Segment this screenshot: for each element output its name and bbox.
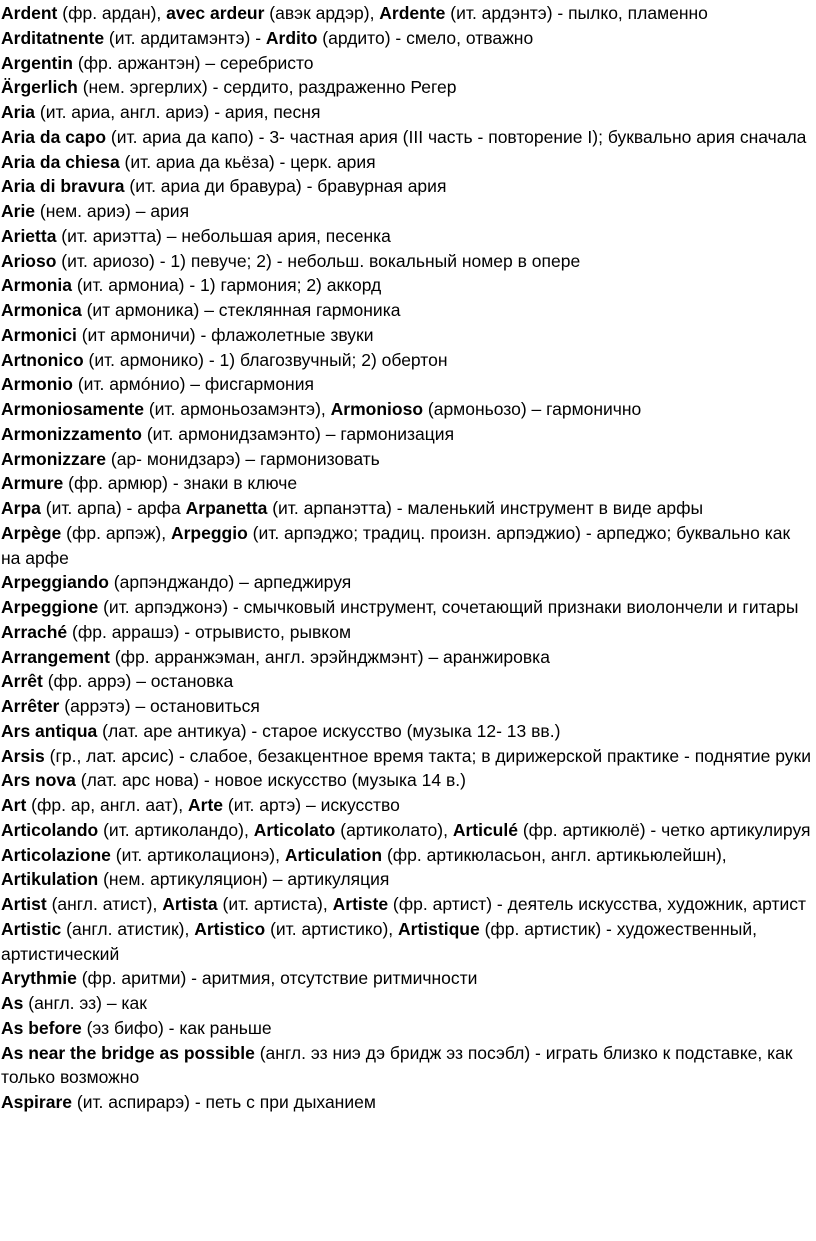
entry-term: Arrangement bbox=[1, 646, 110, 667]
glossary-entry bbox=[1, 966, 812, 991]
entry-term: Arraché bbox=[1, 621, 68, 642]
glossary-entry bbox=[1, 447, 812, 472]
entry-term: Armonioso bbox=[330, 399, 424, 419]
entry-definition: (ит. ариа ди бравура) - бравурная ария bbox=[124, 176, 447, 197]
entry-term: Articolato bbox=[253, 819, 336, 840]
glossary-entry bbox=[1, 595, 812, 620]
entry-term: Artist bbox=[1, 894, 47, 914]
entry-term: As near the bridge as possible bbox=[1, 1042, 255, 1063]
glossary-entry bbox=[1, 249, 812, 274]
entry-definition: (ит. ариа, англ. ариэ) - ария, песня bbox=[35, 102, 321, 122]
entry-term: Arietta bbox=[1, 225, 57, 246]
entry-term: Articolazione bbox=[1, 844, 111, 865]
entry-term: Artistique bbox=[398, 918, 480, 939]
entry-term: Arsis bbox=[1, 745, 45, 766]
entry-definition: (ит. артистико), bbox=[265, 918, 399, 939]
entry-term: Arrêter bbox=[1, 696, 60, 716]
entry-definition: (ит. ариозо) - 1) певуче; 2) - небольш. вокальный номер в опере bbox=[56, 250, 581, 271]
entry-definition: (ит. аспирарэ) - петь с при дыханием bbox=[72, 1092, 376, 1112]
entry-definition: (фр. армюр) - знаки в ключе bbox=[63, 473, 298, 494]
glossary-entry bbox=[1, 397, 812, 422]
entry-term: Ars antiqua bbox=[1, 720, 98, 741]
entry-definition: (ар- монидзарэ) – гармонизовать bbox=[106, 448, 380, 469]
entry-definition: (ит. арпанэтта) - маленький инструмент в виде арфы bbox=[267, 498, 704, 518]
glossary-entry bbox=[1, 51, 812, 76]
glossary-entry bbox=[1, 100, 812, 125]
entry-definition: (ит. арпэджо; традиц. произн. арпэджио) - арпеджо; буквально как на арфе bbox=[1, 522, 791, 568]
glossary-entry bbox=[1, 372, 812, 397]
entry-definition: (англ. атистик), bbox=[61, 918, 195, 939]
glossary-entry-list bbox=[1, 1, 812, 1115]
entry-term: Ärgerlich bbox=[1, 77, 78, 98]
entry-term: Arpeggiando bbox=[1, 572, 109, 593]
entry-definition: (нем. эргерлих) - сердито, раздраженно Регер bbox=[77, 77, 457, 98]
glossary-entry bbox=[1, 75, 812, 100]
glossary-entry bbox=[1, 645, 812, 670]
glossary-entry bbox=[1, 1016, 812, 1041]
entry-term: Arpeggione bbox=[1, 597, 99, 617]
entry-definition: (ит. ариа да капо) - 3- частная ария (III часть - повторение I); буквально ария сначала bbox=[106, 126, 807, 147]
entry-term: Armure bbox=[1, 473, 64, 494]
glossary-entry bbox=[1, 793, 812, 818]
glossary-entry bbox=[1, 496, 812, 521]
glossary-entry bbox=[1, 570, 812, 595]
entry-term: Aria di bravura bbox=[1, 176, 125, 197]
entry-definition: (лат. аре антикуа) - старое искусство (музыка 12- 13 вв.) bbox=[97, 720, 561, 741]
entry-definition: (ит. артиста), bbox=[217, 894, 333, 914]
glossary-entry bbox=[1, 1041, 812, 1091]
entry-definition: (аррэтэ) – остановиться bbox=[59, 696, 260, 716]
glossary-entry bbox=[1, 694, 812, 719]
entry-term: Arpeggio bbox=[170, 522, 248, 543]
entry-term: Artnonico bbox=[1, 349, 84, 370]
entry-term: Ars nova bbox=[1, 770, 76, 791]
entry-definition: (ит армоника) – стеклянная гармоника bbox=[81, 300, 401, 320]
glossary-entry bbox=[1, 273, 812, 298]
glossary-entry bbox=[1, 991, 812, 1016]
entry-definition: (армоньозо) – гармонично bbox=[423, 399, 642, 419]
glossary-entry bbox=[1, 669, 812, 694]
entry-definition: (фр. аррашэ) - отрывисто, рывком bbox=[67, 621, 351, 642]
entry-definition: (лат. арс нова) - новое искусство (музыка 14 в.) bbox=[75, 770, 466, 791]
entry-term: Aspirare bbox=[1, 1092, 73, 1112]
entry-term: Artista bbox=[162, 894, 218, 914]
entry-term: Arioso bbox=[1, 250, 57, 271]
entry-definition: (фр. аржантэн) – серебристо bbox=[72, 52, 314, 73]
entry-definition: (ит. армонидзамэнто) – гармонизация bbox=[141, 423, 455, 444]
glossary-entry bbox=[1, 174, 812, 199]
entry-term: Aria da chiesa bbox=[1, 151, 120, 172]
entry-term: Armonizzare bbox=[1, 448, 107, 469]
entry-definition: (фр. артистик) - художественный, артистический bbox=[1, 918, 757, 964]
entry-term: Argentin bbox=[1, 52, 73, 73]
entry-definition: (фр. артист) - деятель искусства, художник, артист bbox=[388, 894, 807, 914]
glossary-entry bbox=[1, 768, 812, 793]
entry-term: Articulation bbox=[284, 844, 383, 865]
entry-definition: (фр. артикюлё) - четко артикулируя bbox=[517, 819, 811, 840]
entry-definition: (ит армоничи) - флажолетные звуки bbox=[76, 324, 374, 345]
entry-definition: (фр. аррэ) – остановка bbox=[42, 671, 234, 692]
entry-definition: (фр. ар, англ. аат), bbox=[26, 795, 188, 815]
entry-definition: (ит. армоньозамэнтэ), bbox=[143, 399, 331, 419]
entry-term: Aria bbox=[1, 102, 36, 122]
glossary-entry bbox=[1, 199, 812, 224]
entry-term: Armonia bbox=[1, 275, 72, 296]
glossary-entry bbox=[1, 298, 812, 323]
entry-term: Arie bbox=[1, 201, 36, 221]
entry-definition: (фр. артикюласьон, англ. артикьюлейшн), bbox=[382, 844, 727, 865]
glossary-entry bbox=[1, 620, 812, 645]
entry-definition: (эз бифо) - как раньше bbox=[81, 1017, 272, 1038]
entry-definition: (англ. атист), bbox=[46, 894, 163, 914]
glossary-entry bbox=[1, 422, 812, 447]
entry-definition: (фр. арранжэман, англ. эрэйнджмэнт) – аранжировка bbox=[109, 646, 550, 667]
entry-term: Arditatnente bbox=[1, 27, 105, 48]
glossary-entry bbox=[1, 125, 812, 150]
entry-term: As bbox=[1, 993, 24, 1013]
entry-definition: (фр. аритми) - аритмия, отсутствие ритмичности bbox=[76, 968, 478, 989]
entry-definition: (ит. арпэджонэ) - смычковый инструмент, сочетающий признаки виолончели и гитары bbox=[98, 597, 799, 617]
entry-term: Armonici bbox=[1, 324, 77, 345]
entry-term: Armoniosamente bbox=[1, 399, 144, 419]
entry-term: Arte bbox=[188, 795, 224, 815]
entry-definition: (ит. ариа да кьёза) - церк. ария bbox=[119, 151, 376, 172]
glossary-entry bbox=[1, 1090, 812, 1115]
entry-term: Artiste bbox=[332, 894, 389, 914]
entry-term: Articolando bbox=[1, 819, 99, 840]
entry-term: Arythmie bbox=[1, 968, 77, 989]
entry-definition: (нем. ариэ) – ария bbox=[35, 201, 190, 221]
entry-definition: (ит. артиколационэ), bbox=[110, 844, 285, 865]
entry-definition: (ит. армониа) - 1) гармония; 2) аккорд bbox=[71, 275, 382, 296]
entry-term: Ardito bbox=[265, 27, 318, 48]
glossary-entry bbox=[1, 150, 812, 175]
glossary-entry bbox=[1, 719, 812, 744]
entry-term: Articulé bbox=[452, 819, 518, 840]
entry-definition: (ит. армонико) - 1) благозвучный; 2) обертон bbox=[83, 349, 448, 370]
entry-definition: (авэк ардэр), bbox=[264, 3, 380, 23]
entry-definition: (артиколато), bbox=[335, 819, 453, 840]
entry-definition: (фр. арпэж), bbox=[61, 522, 171, 543]
entry-definition: (ардито) - смело, отважно bbox=[317, 27, 534, 48]
entry-definition: (англ. эз ниэ дэ бридж эз посэбл) - играть близко к подставке, как только возможно bbox=[1, 1042, 793, 1088]
glossary-entry bbox=[1, 348, 812, 373]
entry-definition: (фр. ардан), bbox=[57, 3, 167, 23]
glossary-entry bbox=[1, 471, 812, 496]
glossary-entry bbox=[1, 26, 812, 51]
entry-definition: (ит. артиколандо), bbox=[98, 819, 254, 840]
entry-definition: (арпэнджандо) – арпеджируя bbox=[108, 572, 352, 593]
entry-definition: (англ. эз) – как bbox=[23, 993, 147, 1013]
entry-term: Arpanetta bbox=[185, 498, 268, 518]
entry-definition: (ит. артэ) – искусство bbox=[223, 795, 400, 815]
glossary-entry bbox=[1, 818, 812, 843]
glossary-entry bbox=[1, 1, 812, 26]
entry-term: Ardente bbox=[379, 3, 446, 23]
entry-definition: (ит. армóнио) – фисгармония bbox=[72, 374, 314, 395]
entry-term: Artistic bbox=[1, 918, 62, 939]
entry-term: avec ardeur bbox=[166, 3, 265, 23]
entry-term: As before bbox=[1, 1017, 82, 1038]
glossary-entry bbox=[1, 843, 812, 893]
entry-definition: (ит. ардитамэнтэ) - bbox=[104, 27, 266, 48]
entry-term: Arpa bbox=[1, 498, 41, 518]
glossary-entry bbox=[1, 521, 812, 571]
entry-definition: (гр., лат. арсис) - слабое, безакцентное время такта; в дирижерской практике - поднятие руки bbox=[44, 745, 811, 766]
entry-term: Arrêt bbox=[1, 671, 43, 692]
entry-term: Art bbox=[1, 795, 27, 815]
entry-definition: (ит. ардэнтэ) - пылко, пламенно bbox=[445, 3, 708, 23]
entry-term: Armonizzamento bbox=[1, 423, 142, 444]
entry-definition: (нем. артикуляцион) – артикуляция bbox=[98, 869, 390, 890]
entry-term: Artikulation bbox=[1, 869, 99, 890]
entry-term: Arpège bbox=[1, 522, 62, 543]
entry-term: Aria da capo bbox=[1, 126, 107, 147]
entry-term: Armonio bbox=[1, 374, 73, 395]
entry-definition: (ит. арпа) - арфа bbox=[40, 498, 186, 518]
glossary-entry bbox=[1, 744, 812, 769]
entry-term: Artistico bbox=[194, 918, 266, 939]
glossary-entry bbox=[1, 892, 812, 917]
glossary-entry bbox=[1, 323, 812, 348]
glossary-entry bbox=[1, 224, 812, 249]
entry-term: Armonica bbox=[1, 300, 82, 320]
entry-term: Ardent bbox=[1, 3, 58, 23]
entry-definition: (ит. ариэтта) – небольшая ария, песенка bbox=[56, 225, 391, 246]
glossary-entry bbox=[1, 917, 812, 967]
